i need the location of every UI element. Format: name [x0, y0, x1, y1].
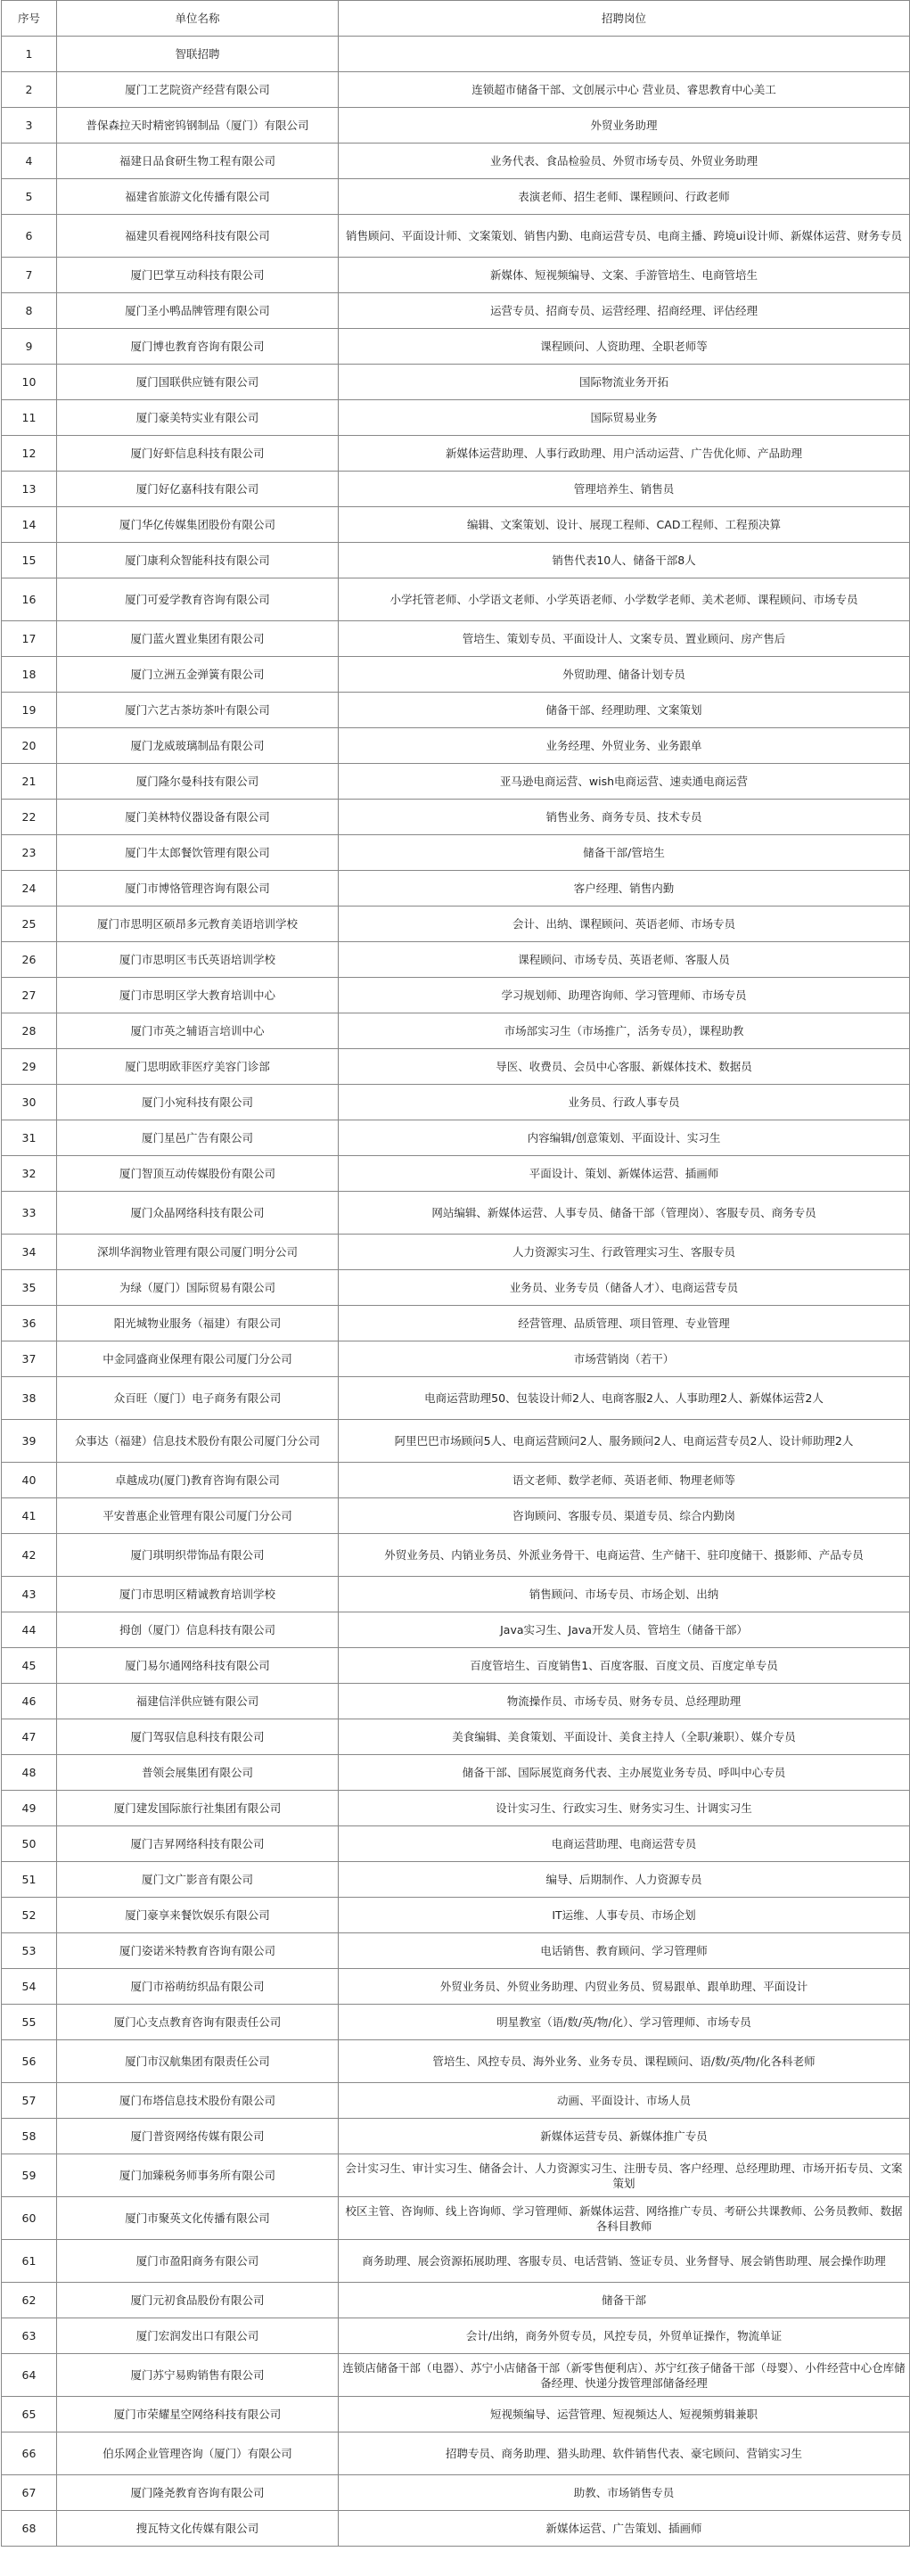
row-index: 38	[2, 1377, 57, 1420]
row-company: 厦门国联供应链有限公司	[57, 365, 339, 400]
row-index: 47	[2, 1719, 57, 1755]
row-positions: 业务经理、外贸业务、业务跟单	[339, 728, 910, 764]
row-index: 40	[2, 1463, 57, 1498]
row-index: 11	[2, 400, 57, 436]
row-index: 21	[2, 764, 57, 800]
row-positions: 会计实习生、审计实习生、储备会计、人力资源实习生、注册专员、客户经理、总经理助理、市场开拓专员、文案策划	[339, 2154, 910, 2197]
table-row	[2, 1534, 910, 1577]
row-index: 15	[2, 543, 57, 578]
row-index: 18	[2, 657, 57, 693]
row-index: 31	[2, 1120, 57, 1156]
table-row	[2, 800, 910, 835]
row-positions: 阿里巴巴市场顾问5人、电商运营顾问2人、服务顾问2人、电商运营专员2人、设计师助理2人	[339, 1420, 910, 1463]
row-index: 59	[2, 2154, 57, 2197]
table-body	[2, 37, 910, 2547]
row-company: 智联招聘	[57, 37, 339, 72]
row-company: 厦门市思明区精诚教育培训学校	[57, 1577, 339, 1612]
row-positions: 语文老师、数学老师、英语老师、物理老师等	[339, 1463, 910, 1498]
row-positions: 课程顾问、市场专员、英语老师、客服人员	[339, 942, 910, 978]
row-company: 福建贝看视网络科技有限公司	[57, 215, 339, 258]
table-row	[2, 657, 910, 693]
row-positions: 国际物流业务开拓	[339, 365, 910, 400]
table-row	[2, 2040, 910, 2083]
row-positions: 销售顾问、市场专员、市场企划、出纳	[339, 1577, 910, 1612]
table-row	[2, 2283, 910, 2318]
table-row	[2, 1719, 910, 1755]
row-index: 46	[2, 1684, 57, 1719]
row-positions: 短视频编导、运营管理、短视频达人、短视频剪辑兼职	[339, 2397, 910, 2432]
row-company: 厦门康利众智能科技有限公司	[57, 543, 339, 578]
row-positions: 课程顾问、人资助理、全职老师等	[339, 329, 910, 365]
table-row	[2, 2397, 910, 2432]
table-row	[2, 978, 910, 1013]
row-company: 厦门六艺古茶坊茶叶有限公司	[57, 693, 339, 728]
row-index: 57	[2, 2083, 57, 2119]
table-row	[2, 578, 910, 621]
row-positions: 储备干部	[339, 2283, 910, 2318]
row-positions: 销售代表10人、储备干部8人	[339, 543, 910, 578]
row-positions: 储备干部/管培生	[339, 835, 910, 871]
row-positions: 客户经理、销售内勤	[339, 871, 910, 907]
row-index: 28	[2, 1013, 57, 1049]
row-company: 厦门元初食品股份有限公司	[57, 2283, 339, 2318]
row-positions: 外贸业务助理	[339, 108, 910, 144]
row-index: 52	[2, 1898, 57, 1933]
table-row	[2, 1577, 910, 1612]
row-index: 25	[2, 907, 57, 942]
row-company: 厦门豪享来餐饮娱乐有限公司	[57, 1898, 339, 1933]
row-positions: 连锁超市储备干部、文创展示中心 营业员、睿思教育中心美工	[339, 72, 910, 108]
row-positions: 储备干部、经理助理、文案策划	[339, 693, 910, 728]
row-company: 福建省旅游文化传播有限公司	[57, 179, 339, 215]
row-company: 阳光城物业服务（福建）有限公司	[57, 1306, 339, 1341]
table-row	[2, 2475, 910, 2511]
table-row	[2, 2197, 910, 2240]
table-row	[2, 1862, 910, 1898]
table-row	[2, 436, 910, 472]
row-positions: Java实习生、Java开发人员、管培生（储备干部）	[339, 1612, 910, 1648]
row-index: 19	[2, 693, 57, 728]
table-row	[2, 507, 910, 543]
table-row	[2, 179, 910, 215]
row-company: 厦门加臻税务师事务所有限公司	[57, 2154, 339, 2197]
row-company: 厦门吉昇网络科技有限公司	[57, 1826, 339, 1862]
row-company: 厦门市盈阳商务有限公司	[57, 2240, 339, 2283]
table-row	[2, 1648, 910, 1684]
table-row	[2, 2511, 910, 2547]
row-index: 23	[2, 835, 57, 871]
table-row	[2, 728, 910, 764]
row-positions: 新媒体、短视频编导、文案、手游管培生、电商管培生	[339, 258, 910, 293]
table-row	[2, 1235, 910, 1270]
row-index: 45	[2, 1648, 57, 1684]
table-row	[2, 108, 910, 144]
table-row	[2, 400, 910, 436]
row-positions: 小学托管老师、小学语文老师、小学英语老师、小学数学老师、美术老师、课程顾问、市场专员	[339, 578, 910, 621]
row-positions: 业务员、行政人事专员	[339, 1085, 910, 1120]
table-row	[2, 1420, 910, 1463]
row-company: 厦门巴掌互动科技有限公司	[57, 258, 339, 293]
row-company: 厦门蓝火置业集团有限公司	[57, 621, 339, 657]
row-positions: 外贸业务员、外贸业务助理、内贸业务员、贸易跟单、跟单助理、平面设计	[339, 1969, 910, 2005]
row-positions: 销售顾问、平面设计师、文案策划、销售内勤、电商运营专员、电商主播、跨境ui设计师、新媒体运营、财务专员	[339, 215, 910, 258]
row-index: 66	[2, 2432, 57, 2475]
row-index: 7	[2, 258, 57, 293]
row-positions: 表演老师、招生老师、课程顾问、行政老师	[339, 179, 910, 215]
row-company: 厦门宏润发出口有限公司	[57, 2318, 339, 2354]
table-row	[2, 258, 910, 293]
table-row	[2, 835, 910, 871]
row-company: 厦门普资网络传媒有限公司	[57, 2119, 339, 2154]
row-index: 8	[2, 293, 57, 329]
table-row	[2, 72, 910, 108]
table-row	[2, 1013, 910, 1049]
row-positions: 人力资源实习生、行政管理实习生、客服专员	[339, 1235, 910, 1270]
row-company: 厦门布塔信息技术股份有限公司	[57, 2083, 339, 2119]
row-index: 67	[2, 2475, 57, 2511]
row-index: 42	[2, 1534, 57, 1577]
row-index: 6	[2, 215, 57, 258]
row-company: 厦门市聚英文化传播有限公司	[57, 2197, 339, 2240]
row-positions: 外贸业务员、内销业务员、外派业务骨干、电商运营、生产储干、驻印度储干、摄影师、产品专员	[339, 1534, 910, 1577]
row-company: 厦门建发国际旅行社集团有限公司	[57, 1791, 339, 1826]
row-index: 44	[2, 1612, 57, 1648]
row-company: 厦门市荣耀星空网络科技有限公司	[57, 2397, 339, 2432]
row-index: 5	[2, 179, 57, 215]
row-company: 厦门心支点教育咨询有限责任公司	[57, 2005, 339, 2040]
table-row	[2, 2005, 910, 2040]
table-row	[2, 942, 910, 978]
row-index: 37	[2, 1341, 57, 1377]
row-company: 厦门市裕萌纺织品有限公司	[57, 1969, 339, 2005]
row-positions: 销售业务、商务专员、技术专员	[339, 800, 910, 835]
table-row	[2, 329, 910, 365]
row-company: 厦门姿诺米特教育咨询有限公司	[57, 1933, 339, 1969]
row-company: 深圳华润物业管理有限公司厦门明分公司	[57, 1235, 339, 1270]
row-company: 厦门文广影音有限公司	[57, 1862, 339, 1898]
row-company: 厦门众晶网络科技有限公司	[57, 1192, 339, 1235]
row-positions: 新媒体运营助理、人事行政助理、用户活动运营、广告优化师、产品助理	[339, 436, 910, 472]
row-positions: 电话销售、教育顾问、学习管理师	[339, 1933, 910, 1969]
table-row	[2, 1684, 910, 1719]
row-positions: 招聘专员、商务助理、猎头助理、软件销售代表、豪宅顾问、营销实习生	[339, 2432, 910, 2475]
row-index: 65	[2, 2397, 57, 2432]
row-index: 17	[2, 621, 57, 657]
row-company: 为绿（厦门）国际贸易有限公司	[57, 1270, 339, 1306]
row-index: 51	[2, 1862, 57, 1898]
row-index: 4	[2, 144, 57, 179]
row-company: 厦门苏宁易购销售有限公司	[57, 2354, 339, 2397]
row-company: 众事达（福建）信息技术股份有限公司厦门分公司	[57, 1420, 339, 1463]
row-positions: IT运维、人事专员、市场企划	[339, 1898, 910, 1933]
row-positions: 运营专员、招商专员、运营经理、招商经理、评估经理	[339, 293, 910, 329]
row-company: 厦门美林特仪器设备有限公司	[57, 800, 339, 835]
row-positions: 新媒体运营专员、新媒体推广专员	[339, 2119, 910, 2154]
row-positions: 市场部实习生（市场推广，活务专员），课程助教	[339, 1013, 910, 1049]
table-row	[2, 693, 910, 728]
row-company: 厦门隆尧教育咨询有限公司	[57, 2475, 339, 2511]
row-index: 60	[2, 2197, 57, 2240]
row-company: 搜瓦特文化传媒有限公司	[57, 2511, 339, 2547]
table-row	[2, 144, 910, 179]
row-index: 64	[2, 2354, 57, 2397]
row-positions: 编导、后期制作、人力资源专员	[339, 1862, 910, 1898]
row-index: 43	[2, 1577, 57, 1612]
row-company: 厦门市思明区硕昂多元教育美语培训学校	[57, 907, 339, 942]
table-row	[2, 1120, 910, 1156]
row-positions: 网站编辑、新媒体运营、人事专员、储备干部（管理岗）、客服专员、商务专员	[339, 1192, 910, 1235]
table-row	[2, 1755, 910, 1791]
row-index: 22	[2, 800, 57, 835]
row-index: 13	[2, 472, 57, 507]
table-row	[2, 2354, 910, 2397]
recruitment-table	[1, 0, 910, 2547]
row-index: 27	[2, 978, 57, 1013]
row-company: 福建信洋供应链有限公司	[57, 1684, 339, 1719]
row-positions: 管理培养生、销售员	[339, 472, 910, 507]
row-company: 厦门隆尔曼科技有限公司	[57, 764, 339, 800]
row-index: 10	[2, 365, 57, 400]
header-positions: 招聘岗位	[339, 1, 910, 37]
table-row	[2, 293, 910, 329]
row-index: 32	[2, 1156, 57, 1192]
row-positions: 业务员、业务专员（储备人才）、电商运营专员	[339, 1270, 910, 1306]
row-index: 29	[2, 1049, 57, 1085]
row-positions: 经营管理、品质管理、项目管理、专业管理	[339, 1306, 910, 1341]
row-company: 拇创（厦门）信息科技有限公司	[57, 1612, 339, 1648]
table-row	[2, 1049, 910, 1085]
table-row	[2, 472, 910, 507]
row-index: 20	[2, 728, 57, 764]
row-positions: 商务助理、展会资源拓展助理、客服专员、电话营销、签证专员、业务督导、展会销售助理、展会操作助理	[339, 2240, 910, 2283]
row-positions: 外贸助理、储备计划专员	[339, 657, 910, 693]
row-index: 55	[2, 2005, 57, 2040]
row-positions: 物流操作员、市场专员、财务专员、总经理助理	[339, 1684, 910, 1719]
table-row	[2, 1341, 910, 1377]
table-row	[2, 365, 910, 400]
table-row	[2, 1969, 910, 2005]
row-positions: 美食编辑、美食策划、平面设计、美食主持人（全职/兼职）、媒介专员	[339, 1719, 910, 1755]
row-index: 62	[2, 2283, 57, 2318]
table-row	[2, 2154, 910, 2197]
table-row	[2, 621, 910, 657]
table-row	[2, 2083, 910, 2119]
row-index: 16	[2, 578, 57, 621]
row-positions: 学习规划师、助理咨询师、学习管理师、市场专员	[339, 978, 910, 1013]
row-company: 中金同盛商业保理有限公司厦门分公司	[57, 1341, 339, 1377]
row-index: 3	[2, 108, 57, 144]
row-index: 33	[2, 1192, 57, 1235]
row-company: 卓越成功(厦门)教育咨询有限公司	[57, 1463, 339, 1498]
row-positions: 百度管培生、百度销售1、百度客服、百度文员、百度定单专员	[339, 1648, 910, 1684]
row-positions: 咨询顾问、客服专员、渠道专员、综合内勤岗	[339, 1498, 910, 1534]
row-company: 普领会展集团有限公司	[57, 1755, 339, 1791]
row-positions	[339, 37, 910, 72]
row-company: 厦门龙威玻璃制品有限公司	[57, 728, 339, 764]
table-row	[2, 764, 910, 800]
table-row	[2, 2318, 910, 2354]
row-positions: 管培生、风控专员、海外业务、业务专员、课程顾问、语/数/英/物/化各科老师	[339, 2040, 910, 2083]
row-index: 61	[2, 2240, 57, 2283]
row-index: 14	[2, 507, 57, 543]
row-positions: 电商运营助理50、包装设计师2人、电商客服2人、人事助理2人、新媒体运营2人	[339, 1377, 910, 1420]
table-row	[2, 1306, 910, 1341]
row-positions: 设计实习生、行政实习生、财务实习生、计调实习生	[339, 1791, 910, 1826]
table-row	[2, 1498, 910, 1534]
row-positions: 国际贸易业务	[339, 400, 910, 436]
row-index: 56	[2, 2040, 57, 2083]
row-index: 63	[2, 2318, 57, 2354]
table-row	[2, 1463, 910, 1498]
table-row	[2, 1791, 910, 1826]
row-index: 50	[2, 1826, 57, 1862]
row-company: 厦门驾驭信息科技有限公司	[57, 1719, 339, 1755]
row-positions: 储备干部、国际展览商务代表、主办展览业务专员、呼叫中心专员	[339, 1755, 910, 1791]
row-company: 厦门思明欧菲医疗美容门诊部	[57, 1049, 339, 1085]
row-company: 厦门易尔通网络科技有限公司	[57, 1648, 339, 1684]
row-company: 厦门工艺院资产经营有限公司	[57, 72, 339, 108]
row-index: 9	[2, 329, 57, 365]
row-company: 厦门智顶互动传媒股份有限公司	[57, 1156, 339, 1192]
row-positions: 会计、出纳、课程顾问、英语老师、市场专员	[339, 907, 910, 942]
table-row	[2, 1933, 910, 1969]
row-positions: 亚马逊电商运营、wish电商运营、速卖通电商运营	[339, 764, 910, 800]
table-row	[2, 2240, 910, 2283]
row-company: 厦门圣小鸭品牌管理有限公司	[57, 293, 339, 329]
row-company: 厦门市英之辅语言培训中心	[57, 1013, 339, 1049]
table-row	[2, 1192, 910, 1235]
row-index: 68	[2, 2511, 57, 2547]
row-index: 12	[2, 436, 57, 472]
row-company: 福建日品食研生物工程有限公司	[57, 144, 339, 179]
row-index: 54	[2, 1969, 57, 2005]
table-row	[2, 37, 910, 72]
header-row	[2, 1, 910, 37]
row-positions: 内容编辑/创意策划、平面设计、实习生	[339, 1120, 910, 1156]
row-company: 伯乐网企业管理咨询（厦门）有限公司	[57, 2432, 339, 2475]
row-positions: 编辑、文案策划、设计、展现工程师、CAD工程师、工程预决算	[339, 507, 910, 543]
table-row	[2, 2432, 910, 2475]
row-company: 厦门立洲五金弹簧有限公司	[57, 657, 339, 693]
table-row	[2, 2119, 910, 2154]
row-index: 2	[2, 72, 57, 108]
row-company: 厦门牛太郎餐饮管理有限公司	[57, 835, 339, 871]
row-positions: 市场营销岗（若干）	[339, 1341, 910, 1377]
row-positions: 明星教室（语/数/英/物/化）、学习管理师、市场专员	[339, 2005, 910, 2040]
row-index: 36	[2, 1306, 57, 1341]
row-company: 厦门小宛科技有限公司	[57, 1085, 339, 1120]
row-positions: 新媒体运营、广告策划、插画师	[339, 2511, 910, 2547]
table-row	[2, 215, 910, 258]
header-index: 序号	[2, 1, 57, 37]
row-company: 厦门市汉航集团有限责任公司	[57, 2040, 339, 2083]
row-index: 1	[2, 37, 57, 72]
row-positions: 管培生、策划专员、平面设计人、文案专员、置业顾问、房产售后	[339, 621, 910, 657]
table-row	[2, 1085, 910, 1120]
header-company: 单位名称	[57, 1, 339, 37]
row-positions: 会计/出纳，商务外贸专员，风控专员，外贸单证操作，物流单证	[339, 2318, 910, 2354]
table-row	[2, 1270, 910, 1306]
row-positions: 平面设计、策划、新媒体运营、插画师	[339, 1156, 910, 1192]
row-company: 厦门博也教育咨询有限公司	[57, 329, 339, 365]
row-positions: 助教、市场销售专员	[339, 2475, 910, 2511]
row-index: 41	[2, 1498, 57, 1534]
row-index: 53	[2, 1933, 57, 1969]
row-index: 39	[2, 1420, 57, 1463]
row-index: 35	[2, 1270, 57, 1306]
row-company: 众百旺（厦门）电子商务有限公司	[57, 1377, 339, 1420]
row-positions: 校区主管、咨询师、线上咨询师、学习管理师、新媒体运营、网络推广专员、考研公共课教师、公务员教师、数据各科目教师	[339, 2197, 910, 2240]
row-company: 厦门琪明织带饰品有限公司	[57, 1534, 339, 1577]
row-positions: 电商运营助理、电商运营专员	[339, 1826, 910, 1862]
row-company: 厦门市博恪管理咨询有限公司	[57, 871, 339, 907]
table-row	[2, 1612, 910, 1648]
row-company: 厦门星邑广告有限公司	[57, 1120, 339, 1156]
table-row	[2, 1156, 910, 1192]
row-company: 厦门市思明区韦氏英语培训学校	[57, 942, 339, 978]
table-row	[2, 1826, 910, 1862]
row-index: 34	[2, 1235, 57, 1270]
table-row	[2, 1898, 910, 1933]
row-index: 26	[2, 942, 57, 978]
row-positions: 导医、收费员、会员中心客服、新媒体技术、数据员	[339, 1049, 910, 1085]
row-positions: 业务代表、食品检验员、外贸市场专员、外贸业务助理	[339, 144, 910, 179]
row-company: 厦门市思明区学大教育培训中心	[57, 978, 339, 1013]
row-index: 48	[2, 1755, 57, 1791]
row-company: 厦门豪美特实业有限公司	[57, 400, 339, 436]
row-company: 厦门可爱学教育咨询有限公司	[57, 578, 339, 621]
row-company: 厦门好虾信息科技有限公司	[57, 436, 339, 472]
row-index: 49	[2, 1791, 57, 1826]
row-positions: 连锁店储备干部（电器）、苏宁小店储备干部（新零售便利店）、苏宁红孩子储备干部（母婴）、小件经营中心仓库储备经理、快递分拨管理部储备经理	[339, 2354, 910, 2397]
table-row	[2, 871, 910, 907]
row-company: 普保森拉天时精密钨钢制品（厦门）有限公司	[57, 108, 339, 144]
row-index: 30	[2, 1085, 57, 1120]
table-row	[2, 543, 910, 578]
table-row	[2, 1377, 910, 1420]
row-company: 厦门华亿传媒集团股份有限公司	[57, 507, 339, 543]
row-company: 厦门好亿嘉科技有限公司	[57, 472, 339, 507]
row-company: 平安普惠企业管理有限公司厦门分公司	[57, 1498, 339, 1534]
row-index: 58	[2, 2119, 57, 2154]
row-index: 24	[2, 871, 57, 907]
table-row	[2, 907, 910, 942]
row-positions: 动画、平面设计、市场人员	[339, 2083, 910, 2119]
